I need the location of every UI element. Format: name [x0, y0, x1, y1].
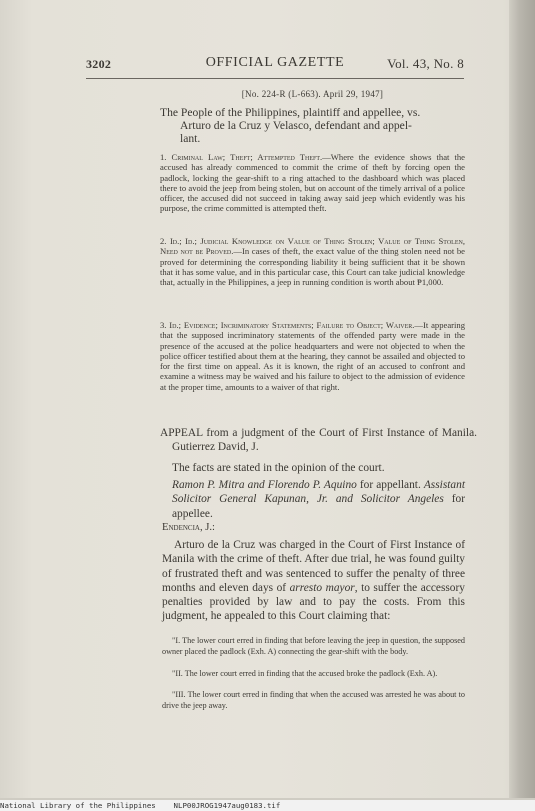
footer-library: National Library of the Philippines	[0, 801, 156, 810]
syllabus-head: 2. Id.; Id.; Judicial Knowledge on Value of Thing Stolen; Value of Thing Stolen, Need not be Proved.—	[160, 236, 465, 257]
syllabus-text: Where the evidence shows that the accused has already commenced to commit the crime of theft by forcing open the padlock, locking the gear-shift to a ring attached to the dashboard which was placed there to avoid the jeep from being stolen, but on account of the timely arrival of a police officer, the accused did not succeed in taking away said jeep which evidently was his purpose, the crime committed is attempted theft.	[160, 152, 465, 214]
counsel-paragraph	[172, 478, 465, 521]
syllabus-item-3	[160, 320, 465, 392]
gazette-title: OFFICIAL GAZETTE	[205, 55, 345, 70]
page-binding-shadow	[509, 0, 535, 798]
appellant-role: for appellant.	[356, 479, 421, 491]
syllabus-text: It appearing that the supposed incriminatory statements of the offended party were made in the presence of the accused at the police headquarters and were not objected to when the police officer testified about them at the hearing, they cannot be assailed and objected to for the first time on appeal. As it is known, the right of an accused to confront and examine a witness may be waived and his failure to object to the admission of evidence at the proper time, amounts to a waiver of that right.	[160, 320, 465, 392]
opinion-text-b: , to suffer the accessory penalties provided by law and to pay the costs. From this judgment, he appealed to this Court claiming that:	[162, 581, 465, 623]
appellee-counsel: Assistant Solicitor General Kapunan, Jr. and Solicitor Angeles	[172, 479, 465, 506]
parties-line-3: lant.	[180, 132, 201, 145]
appellee-role: for appellee.	[172, 493, 465, 520]
appeal-paragraph: APPEAL from a judgment of the Court of First Instance of Manila. Gutierrez David, J.	[160, 427, 477, 454]
quote-2: "II. The lower court erred in finding that the accused broke the padlock (Exh. A).	[172, 669, 438, 678]
footer-file: NLP00JROG1947aug0183.tif	[173, 801, 281, 810]
opinion-emphasis: arresto mayor	[289, 581, 355, 594]
syllabus-item-2	[160, 236, 465, 287]
parties-line-2: Arturo de la Cruz y Velasco, defendant and appel-	[180, 119, 412, 132]
facts-statement: The facts are stated in the opinion of the court.	[172, 462, 385, 474]
scan-footer	[0, 800, 535, 811]
case-number: [No. 224-R (L-663). April 29, 1947]	[241, 89, 384, 99]
appellant-counsel: Ramon P. Mitra and Florendo P. Aquino	[172, 479, 357, 491]
volume-number: Vol. 43, No. 8	[387, 56, 464, 71]
ponente: Endencia, J.:	[162, 522, 215, 533]
syllabus-head: 3. Id.; Evidence; Incriminatory Statements; Failure to Object; Waiver.—	[160, 320, 424, 330]
opinion-paragraph	[162, 538, 465, 624]
syllabus-text: In cases of theft, the exact value of the thing stolen need not be proved for determining the corresponding liability it being sufficient that it be shown that it has some value, and in this particular case, this Court can take judicial knowledge that, actually in the Philippines, a jeep in running condition is worth about ₱1,000.	[160, 246, 465, 288]
parties-line-1: The People of the Philippines, plaintiff and appellee, vs.	[160, 106, 421, 119]
page-header	[86, 55, 464, 77]
opinion-text-a: Arturo de la Cruz was charged in the Court of First Instance of Manila with the crime of theft. After due trial, he was found guilty of frustrated theft and was sentenced to suffer the penalty of three months and eleven days of	[162, 539, 465, 594]
page-number: 3202	[86, 57, 112, 71]
quote-1: "I. The lower court erred in finding that before leaving the jeep in question, the supposed owner placed the padlock (Exh. A) connecting the gear-shift with the body.	[162, 636, 465, 656]
syllabus-item-1	[160, 152, 465, 214]
header-rule	[86, 78, 464, 79]
case-parties	[160, 106, 465, 145]
quote-3: "III. The lower court erred in finding that when the accused was arrested he was about to drive the jeep away.	[162, 690, 465, 710]
syllabus-head: 1. Criminal Law; Theft; Attempted Theft.—	[160, 152, 331, 162]
